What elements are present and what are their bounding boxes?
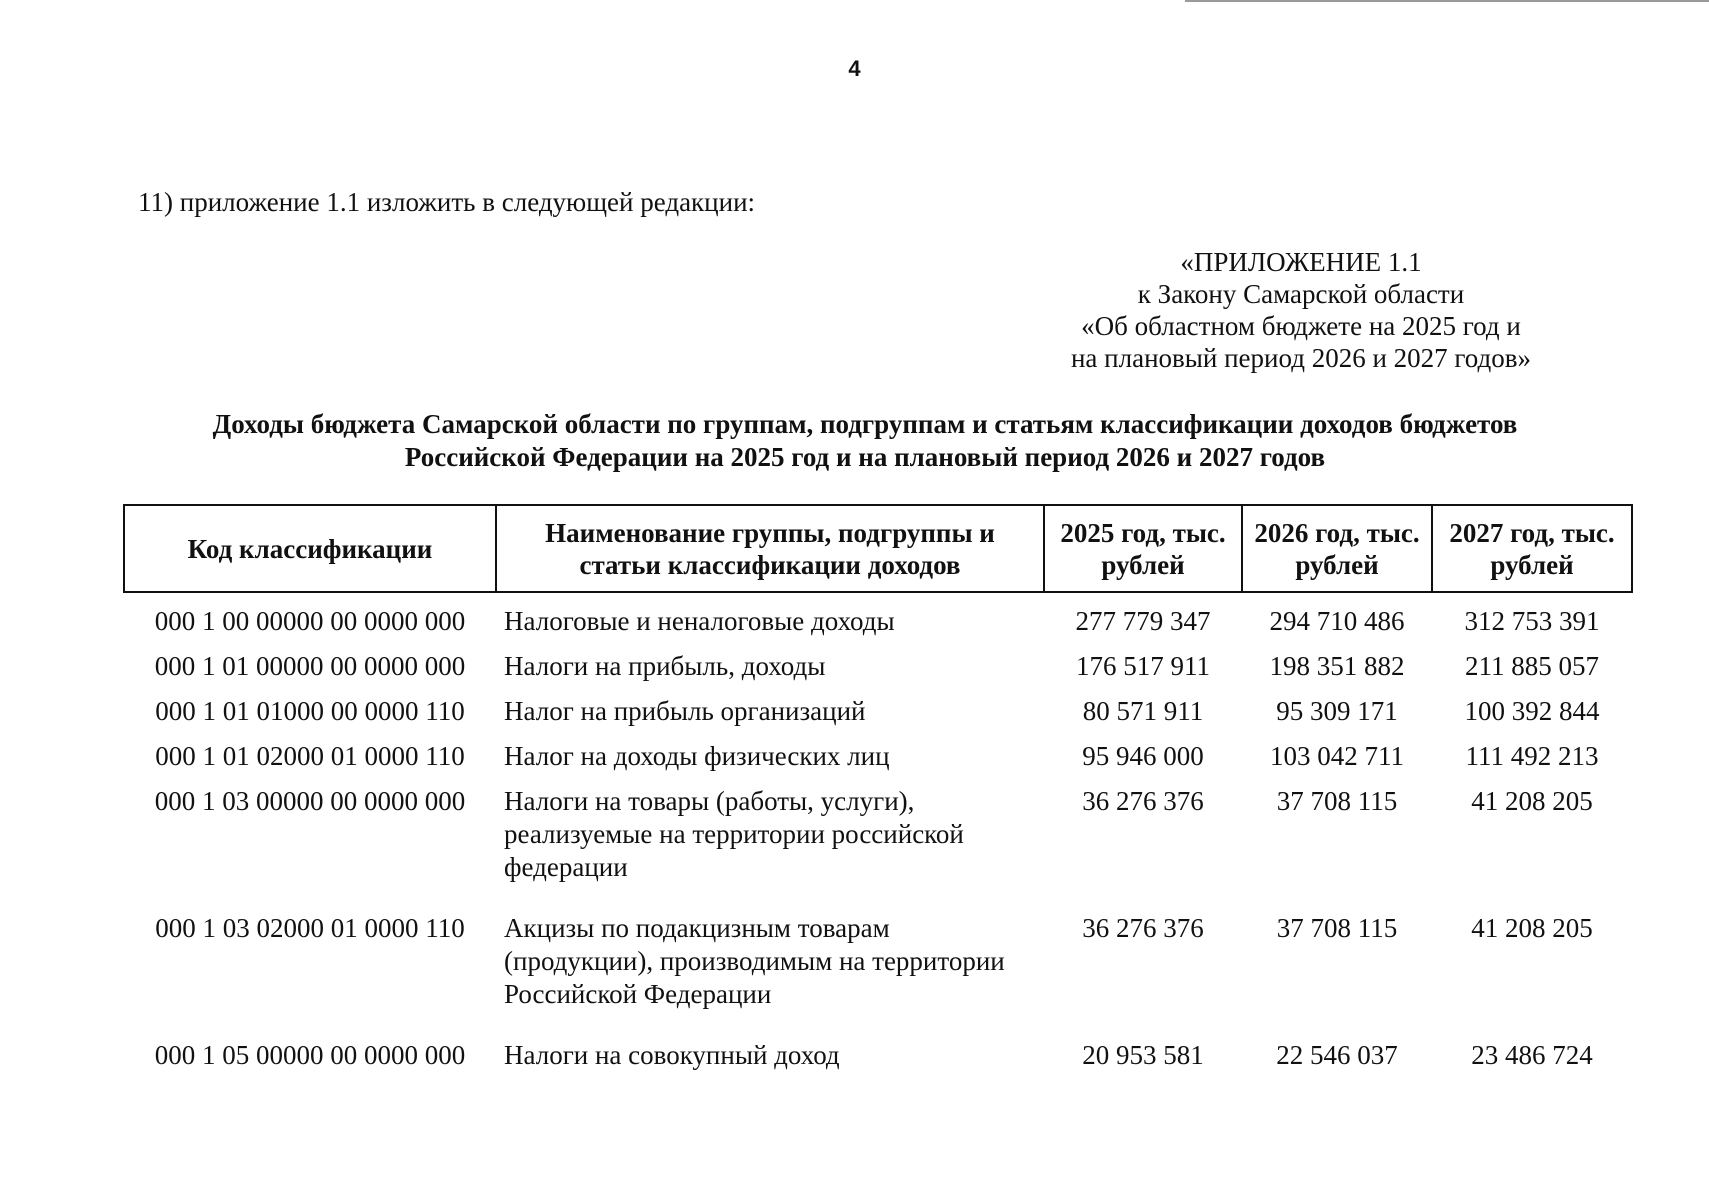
- cell-code: 000 1 03 02000 01 0000 110: [155, 913, 465, 943]
- cell-2026: 294 710 486: [1269, 606, 1405, 636]
- cell-2025: 20 953 581: [1082, 1040, 1204, 1070]
- cell-2025: 95 946 000: [1082, 741, 1204, 771]
- cell-name: Налоги на товары (работы, услуги), реализуемые на территории российской федерации: [504, 786, 964, 882]
- cell-2026: 198 351 882: [1269, 651, 1405, 681]
- cell-code: 000 1 01 02000 01 0000 110: [155, 741, 465, 771]
- title-line: Доходы бюджета Самарской области по группам, подгруппам и статьям классификации доходов бюджетов: [212, 409, 1518, 439]
- table-row: [124, 1027, 1632, 1072]
- cell-code: 000 1 03 00000 00 0000 000: [154, 786, 466, 816]
- cell-2025: 176 517 911: [1076, 651, 1210, 681]
- document-title: [100, 408, 1630, 474]
- cell-2027: 111 492 213: [1465, 741, 1599, 771]
- table-row: [124, 773, 1632, 900]
- table-row: [124, 592, 1632, 638]
- cell-2026: 37 708 115: [1276, 913, 1398, 943]
- cell-2025: 80 571 911: [1082, 696, 1204, 726]
- cell-code: 000 1 00 00000 00 0000 000: [154, 606, 466, 636]
- cell-2026: 22 546 037: [1276, 1040, 1398, 1070]
- cell-2027: 41 208 205: [1471, 913, 1593, 943]
- cell-name: Налоговые и неналоговые доходы: [504, 606, 895, 636]
- cell-2025: 36 276 376: [1082, 913, 1204, 943]
- cell-2027: 23 486 724: [1471, 1040, 1593, 1070]
- header-2027: 2027 год, тыс. рублей: [1432, 505, 1632, 592]
- cell-code: 000 1 05 00000 00 0000 000: [154, 1040, 466, 1070]
- header-2025: 2025 год, тыс. рублей: [1044, 505, 1242, 592]
- appendix-line: к Закону Самарской области: [1137, 279, 1465, 309]
- header-2026: 2026 год, тыс. рублей: [1242, 505, 1432, 592]
- header-code: Код классификации: [124, 505, 496, 592]
- table-row: [124, 900, 1632, 1027]
- cell-name: Акцизы по подакцизным товарам (продукции), производимым на территории Российской Федерации: [504, 913, 1005, 1009]
- top-edge-rule: [1185, 0, 1709, 2]
- appendix-line: на плановый период 2026 и 2027 годов»: [1070, 343, 1532, 373]
- appendix-line: «ПРИЛОЖЕНИЕ 1.1: [1180, 247, 1422, 277]
- cell-name: Налоги на прибыль, доходы: [504, 651, 826, 681]
- cell-2027: 100 392 844: [1464, 696, 1600, 726]
- cell-2027: 211 885 057: [1465, 651, 1599, 681]
- cell-2025: 36 276 376: [1082, 786, 1204, 816]
- cell-2027: 312 753 391: [1464, 606, 1600, 636]
- table-header-row: [124, 505, 1632, 592]
- intro-paragraph: 11) приложение 1.1 изложить в следующей редакции:: [138, 187, 756, 217]
- cell-name: Налог на прибыль организаций: [504, 696, 866, 726]
- title-line: Российской Федерации на 2025 год и на плановый период 2026 и 2027 годов: [404, 442, 1326, 472]
- table-row: [124, 638, 1632, 683]
- cell-2027: 41 208 205: [1471, 786, 1593, 816]
- cell-2026: 103 042 711: [1270, 741, 1404, 771]
- table-row: [124, 728, 1632, 773]
- header-name: Наименование группы, подгруппы и статьи классификации доходов: [496, 505, 1044, 592]
- cell-code: 000 1 01 00000 00 0000 000: [154, 651, 466, 681]
- revenue-table: [123, 504, 1633, 1072]
- appendix-line: «Об областном бюджете на 2025 год и: [1081, 311, 1521, 341]
- appendix-header: [1060, 246, 1542, 374]
- cell-name: Налог на доходы физических лиц: [504, 741, 890, 771]
- table-row: [124, 683, 1632, 728]
- cell-2026: 37 708 115: [1276, 786, 1398, 816]
- page-number: 4: [848, 56, 861, 81]
- cell-2025: 277 779 347: [1075, 606, 1211, 636]
- cell-2026: 95 309 171: [1276, 696, 1398, 726]
- cell-code: 000 1 01 01000 00 0000 110: [155, 696, 465, 726]
- cell-name: Налоги на совокупный доход: [504, 1040, 840, 1070]
